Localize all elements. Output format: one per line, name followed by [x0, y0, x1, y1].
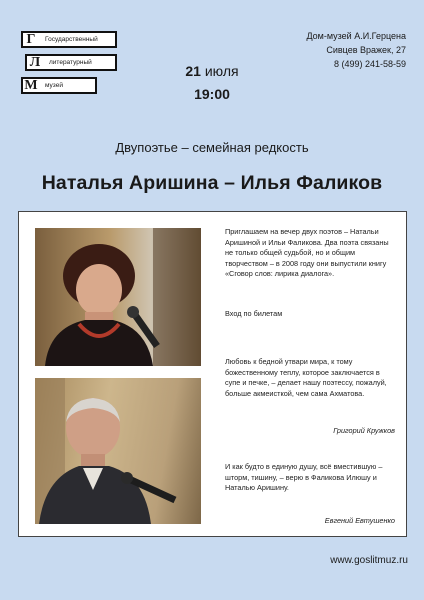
event-subtitle: Двупоэтье – семейная редкость	[115, 140, 309, 155]
quote-kruzhkov: Любовь к бедной утвари мира, к тому божественному теплу, которое заключается в супе и печке, – делает нашу поэтессу, пожалуй, больше акмеисткой, чем сама Ахматова.	[225, 357, 387, 398]
event-time: 19:00	[194, 86, 230, 102]
photo-natalya-arishina	[35, 228, 201, 366]
quote-evtushenko: И как будто в единую душу, всё вместившую – шторм, тишину, – верю в Фаликова Илюшу и Наталью Аришину.	[225, 462, 383, 493]
portrait-woman-image	[35, 228, 201, 366]
event-date	[0, 61, 424, 81]
logo-letter: Г	[26, 32, 36, 47]
portrait-man-image	[35, 378, 201, 524]
photo-ilya-falikov	[35, 378, 201, 524]
content-panel	[18, 211, 407, 537]
logo-word: литературный	[49, 59, 92, 66]
museum-address: Сивцев Вражек, 27	[326, 45, 406, 55]
logo-letter: Л	[29, 55, 41, 70]
event-month: июля	[204, 63, 239, 79]
event-datetime	[0, 61, 424, 104]
event-title: Наталья Аришина – Илья Фаликов	[41, 172, 383, 194]
quote-kruzhkov-author: Григорий Кружков	[333, 426, 395, 435]
logo-letter: М	[24, 78, 38, 93]
museum-name: Дом-музей А.И.Герцена	[306, 31, 406, 41]
logo-row-g	[21, 31, 117, 48]
logo-word: музей	[45, 82, 63, 89]
quote-evtushenko-author: Евгений Евтушенко	[324, 516, 395, 525]
event-day: 21	[185, 63, 201, 79]
admission-text: Вход по билетам	[225, 309, 283, 318]
website-link[interactable]: www.goslitmuz.ru	[330, 555, 408, 566]
logo-word: Государственный	[45, 36, 98, 43]
intro-text: Приглашаем на вечер двух поэтов – Натальи Аришиной и Ильи Фаликова. Два поэта связаны не только общей судьбой, но и общим творчеством – в 2008 году они выпустили книгу «Сговор слов: лирика диалога».	[225, 227, 389, 279]
museum-phone: 8 (499) 241-58-59	[333, 59, 406, 69]
